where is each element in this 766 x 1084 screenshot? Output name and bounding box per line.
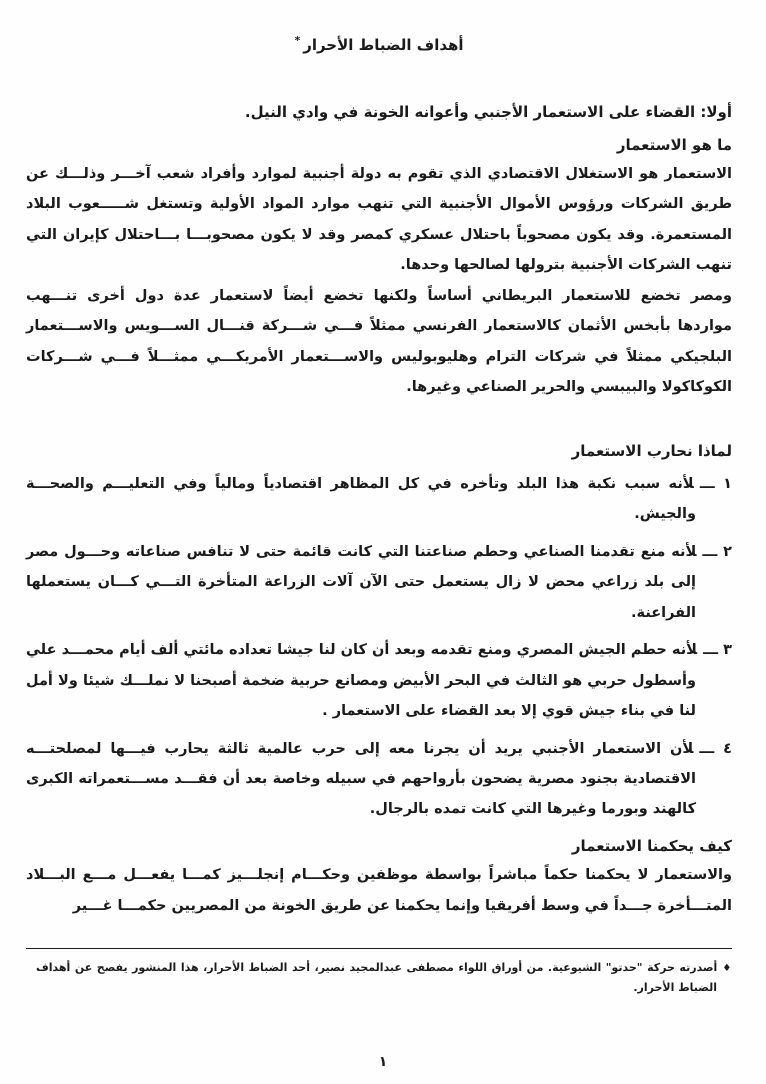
list-item-text: لأنه حطم الجيش المصري ومنع تقدمه وبعد أن كان لنا جيشا تعداده مائتي ألف أيام محمـــد علي وأسطول حربي هو الثالث في البحر الأبيض ومصانع حربية ضخمة أصبحنا لا نملـــك شيئا ولا أمل لنا في بناء جيش قوي إلا بعد القضاء على الاستعمار . <box>26 642 698 720</box>
paragraph-colonialism-definition: الاستعمار هو الاستغلال الاقتصادي الذي تقوم به دولة أجنبية لموارد وأفراد شعب آخـــر وذلـــك عن طريق الشركات ورؤوس الأموال الأجنبية التي تنهب موارد المواد الأولية وتستغل شـــــعوب البلاد المستعمرة. وقد يكون مصحوباً باحتلال عسكري كمصر وقد لا يكون مصحوبـــا بـــاحتلال كإيران التي تنهب الشركات الأجنبية بترولها لصالحها وحدها. <box>26 166 732 274</box>
page-number: ١ <box>378 1054 388 1070</box>
paragraph-indirect-rule: والاستعمار لا يحكمنا حكماً مباشراً بواسطة موظفين وحكـــام إنجلـــيز كمـــا يفعـــل مـــع البـــلاد المتـــأخرة جـــداً في وسط أفريقيا وإنما يحكمنا عن طريق الخونة من المصريين حكمـــا غـــير <box>26 867 732 914</box>
document-title-text: أهداف الضباط الأحرار <box>303 36 464 54</box>
list-item-number: ٤ ـــ <box>699 740 732 757</box>
list-item-number: ١ ـــ <box>699 476 732 492</box>
list-item-number: ٣ ـــ <box>703 642 732 659</box>
footnote-reference-asterisk: * <box>294 34 301 47</box>
list-item-text: لأنه منع تقدمنا الصناعي وحطم صناعتنا التي كانت قائمة حتى لا تنافس صناعاته وحـــول مصر إلى بلد زراعي محض لا زال يستعمل حتى الآن آلات الزراعة المتأخرة التـــي كـــان يستعملها الفراعنة. <box>26 543 697 621</box>
section-heading-first: أولا: القضاء على الاستعمار الأجنبي وأعوانه الخونة في وادي النيل. <box>244 103 732 121</box>
footnote <box>26 948 732 998</box>
subheading-how-colonialism-rules: كيف يحكمنا الاستعمار <box>571 836 732 855</box>
footnote-text: أصدرته حركة "حدتو" الشيوعية. من أوراق اللواء مصطفى عبدالمجيد نصير، أحد الضباط الأحرار، هذا المنشور يفصح عن أهداف الضباط الأحرار. <box>36 961 718 994</box>
subheading-why-fight-colonialism: لماذا نحارب الاستعمار <box>571 441 732 460</box>
list-item-reason-4 <box>26 734 732 825</box>
list-item-reason-3 <box>26 635 732 726</box>
subheading-what-is-colonialism: ما هو الاستعمار <box>616 135 732 154</box>
paragraph-egypt-colonialism: ومصر تخضع للاستعمار البريطاني أساساً ولكنها تخضع أيضاً لاستعمار عدة دول أخرى تنـــهب مواردها بأبخس الأثمان كالاستعمار الفرنسي ممثلاً فـــي شـــركة قنـــال الســـويس والاســـتعمار البلجيكي ممثلاً في شركات الترام وهليوبوليس والاســـتعمار الأمريكـــي ممثـــلاً فـــي شـــركات الكوكاكولا والبيبسي والحرير الصناعي وغيرها. <box>26 287 732 396</box>
list-item-number: ٢ ـــ <box>702 543 732 560</box>
list-item-text: لأنه سبب نكبة هذا البلد وتأخره في كل المظاهر اقتصادياً ومالياً وفي التعليـــم والصحـــة والجيش. <box>26 476 696 523</box>
document-title <box>26 34 732 54</box>
list-item-text: لأن الاستعمار الأجنبي يريد أن يجرنا معه إلى حرب عالمية ثالثة يحارب فيـــها لمصلحتـــه الاقتصادية بجنود مصرية يضحون بأرواحهم في سبيله وخاصة بعد أن فقـــد مســـتعمراته الكبرى كالهند وبورما وغيرها التي كانت تمده بالرجال. <box>26 740 696 818</box>
section-gap <box>26 403 732 437</box>
list-item-reason-1 <box>26 469 732 530</box>
list-item-reason-2 <box>26 537 732 628</box>
diamond-footnote-marker-icon: ♦ <box>722 963 732 974</box>
footnote-body <box>26 958 732 998</box>
